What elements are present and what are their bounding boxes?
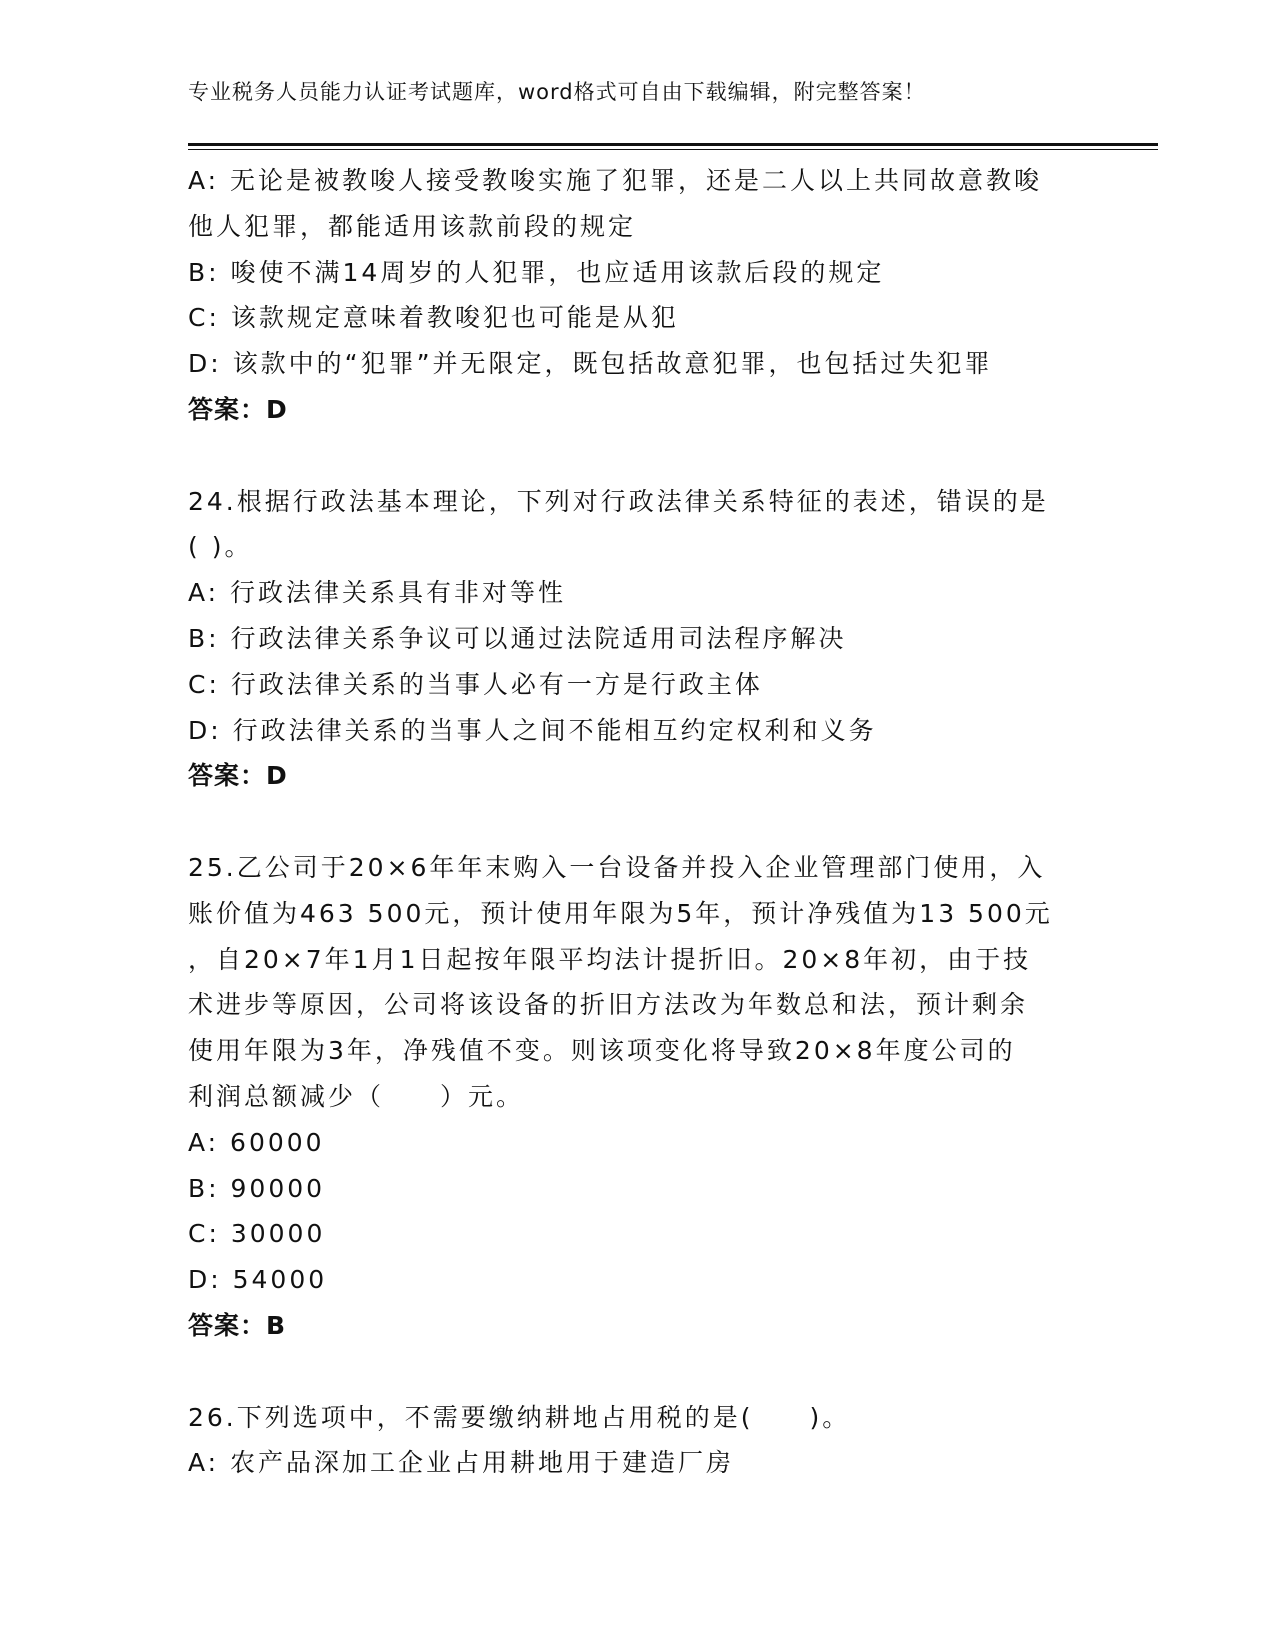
spacer	[188, 1349, 1088, 1395]
q24-option-c: C: 行政法律关系的当事人必有一方是行政主体	[188, 669, 763, 699]
page-header: 专业税务人员能力认证考试题库，word格式可自由下载编辑，附完整答案！	[188, 80, 926, 104]
q25-stem-line3: ，自20×7年1月1日起按年限平均法计提折旧。20×8年初，由于技	[188, 944, 1032, 974]
q24-option-a: A: 行政法律关系具有非对等性	[188, 578, 567, 608]
q23-option-a-line1: A: 无论是被教唆人接受教唆实施了犯罪，还是二人以上共同故意教唆	[188, 166, 1043, 195]
q25-option-c: C: 30000	[188, 1219, 326, 1249]
q25-stem-line4: 术进步等原因，公司将该设备的折旧方法改为年数总和法，预计剩余	[188, 990, 1029, 1020]
q25-stem-line2: 账价值为463 500元，预计使用年限为5年，预计净残值为13 500元	[188, 898, 1053, 928]
q23-option-c: C: 该款规定意味着教唆犯也可能是从犯	[188, 303, 679, 333]
q23-answer: 答案：D	[188, 394, 288, 424]
q25-option-d: D: 54000	[188, 1265, 328, 1295]
q25-stem-line6: 利润总额减少（ ）元。	[188, 1081, 525, 1111]
q25-option-a: A: 60000	[188, 1127, 325, 1157]
q23-option-d: D: 该款中的“犯罪”并无限定，既包括故意犯罪，也包括过失犯罪	[188, 349, 993, 379]
q24-option-d: D: 行政法律关系的当事人之间不能相互约定权利和义务	[188, 715, 877, 745]
q24-stem-line2: ( )。	[188, 532, 253, 562]
q23-option-b: B: 唆使不满14周岁的人犯罪，也应适用该款后段的规定	[188, 257, 885, 287]
q24-stem-line1: 24.根据行政法基本理论，下列对行政法律关系特征的表述，错误的是	[188, 486, 1049, 516]
q23-option-a-line2: 他人犯罪，都能适用该款前段的规定	[188, 211, 637, 241]
q26-stem-line1: 26.下列选项中，不需要缴纳耕地占用税的是( )。	[188, 1402, 851, 1432]
spacer	[188, 799, 1088, 845]
q26-option-a: A: 农产品深加工企业占用耕地用于建造厂房	[188, 1448, 735, 1478]
q24-option-b: B: 行政法律关系争议可以通过法院适用司法程序解决	[188, 623, 847, 653]
q25-option-b: B: 90000	[188, 1173, 326, 1203]
header-rule	[188, 143, 1158, 146]
spacer	[188, 433, 1088, 479]
q24-answer: 答案：D	[188, 761, 288, 791]
q25-answer: 答案：B	[188, 1310, 287, 1340]
header-rule-thin	[188, 149, 1158, 150]
q25-stem-line1: 25.乙公司于20×6年年末购入一台设备并投入企业管理部门使用，入	[188, 852, 1046, 882]
q25-stem-line5: 使用年限为3年，净残值不变。则该项变化将导致20×8年度公司的	[188, 1036, 1016, 1066]
question-content	[188, 158, 1088, 1486]
